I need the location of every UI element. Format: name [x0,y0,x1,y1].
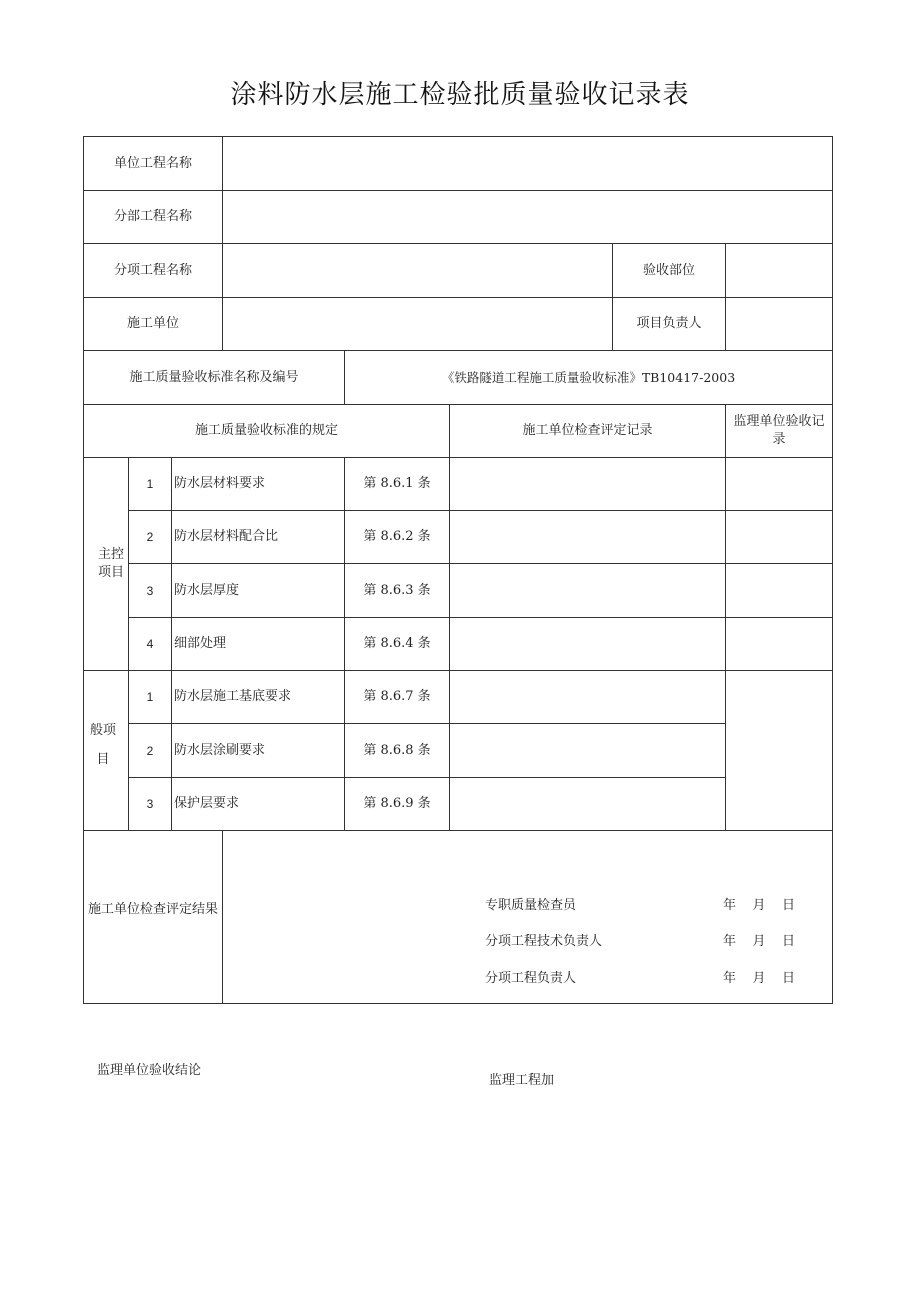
technical-lead-label: 分项工程技术负责人 [485,934,603,949]
main-item-name: 防水层材料配合比 [174,529,279,544]
project-manager-label: 项目负责人 [636,316,702,331]
general-item-number: 2 [146,743,154,758]
general-item-name: 保护层要求 [174,796,240,811]
general-item-clause: 第 8.6.7 条 [363,689,431,704]
contractor-record-cell[interactable] [450,671,725,723]
quality-inspector-date: 年 月 日 [723,898,796,913]
contractor-record-cell[interactable] [450,511,725,563]
construction-unit-label: 施工单位 [126,316,179,331]
division-project-name-label: 分部工程名称 [113,209,192,224]
supervisor-record-cell[interactable] [726,564,832,617]
acceptance-part-label: 验收部位 [642,262,695,278]
contractor-record-cell[interactable] [450,618,725,670]
col-divider [222,830,223,1004]
form-title: 涂料防水层施工检验批质量验收记录表 [230,80,690,110]
contractor-record-cell[interactable] [450,458,725,510]
provisions-header: 施工质量验收标准的规定 [194,423,338,438]
general-item-clause: 第 8.6.8 条 [363,742,431,758]
main-item-number: 4 [146,637,154,651]
sub-item-project-name-field[interactable] [223,244,612,297]
unit-project-name-label: 单位工程名称 [113,155,192,171]
quality-inspector-label: 专职质量检查员 [485,898,577,913]
construction-unit-field[interactable] [223,298,612,350]
result-label: 施工单位检查评定结果 [87,902,218,917]
supervisor-conclusion-label: 监理单位验收结论 [97,1063,202,1078]
project-manager-field[interactable] [726,298,832,350]
supervisor-record-cell[interactable] [726,511,832,563]
main-item-clause: 第 8.6.2 条 [363,529,431,544]
main-item-name: 细部处理 [174,636,227,651]
unit-project-name-field[interactable] [223,137,832,190]
table-border-right [832,136,833,1004]
division-project-name-field[interactable] [223,191,832,243]
sub-item-project-name-label: 分项工程名称 [113,262,192,278]
general-item-clause: 第 8.6.9 条 [363,796,431,811]
main-item-name: 防水层材料要求 [174,476,266,491]
supervisor-engineer-label: 监理工程加 [489,1073,555,1088]
main-item-number: 2 [146,530,154,544]
main-control-group-label: 主控项目 [97,547,124,580]
contractor-record-header: 施工单位检查评定记录 [522,423,653,438]
main-item-clause: 第 8.6.4 条 [363,636,431,651]
main-item-number: 1 [146,477,154,491]
standard-name-value: 《铁路隧道工程施工质量验收标准》TB10417-2003 [441,369,736,385]
main-item-clause: 第 8.6.3 条 [363,582,431,598]
sub-item-lead-date: 年 月 日 [723,971,796,986]
contractor-record-cell[interactable] [450,724,725,777]
contractor-record-cell[interactable] [450,778,725,830]
sub-item-lead-label: 分项工程负责人 [485,971,577,986]
main-item-clause: 第 8.6.1 条 [363,476,431,491]
supervisor-record-header: 监理单位验收记录 [733,414,825,447]
general-item-number: 1 [146,690,154,704]
acceptance-part-field[interactable] [726,244,832,297]
general-item-name: 防水层施工基底要求 [174,689,292,704]
supervisor-record-cell[interactable] [726,618,832,670]
general-group-label: 般项目 [89,723,116,767]
table-border-bottom [83,1003,833,1004]
general-supervisor-record-cell[interactable] [726,671,832,830]
main-item-number: 3 [146,583,154,598]
general-item-number: 3 [146,797,154,811]
standard-name-label: 施工质量验收标准名称及编号 [129,369,299,385]
general-item-name: 防水层涂刷要求 [174,742,266,758]
row-divider [83,830,833,831]
technical-lead-date: 年 月 日 [723,934,796,949]
contractor-record-cell[interactable] [450,564,725,617]
main-item-name: 防水层厚度 [174,582,240,598]
supervisor-record-cell[interactable] [726,458,832,510]
